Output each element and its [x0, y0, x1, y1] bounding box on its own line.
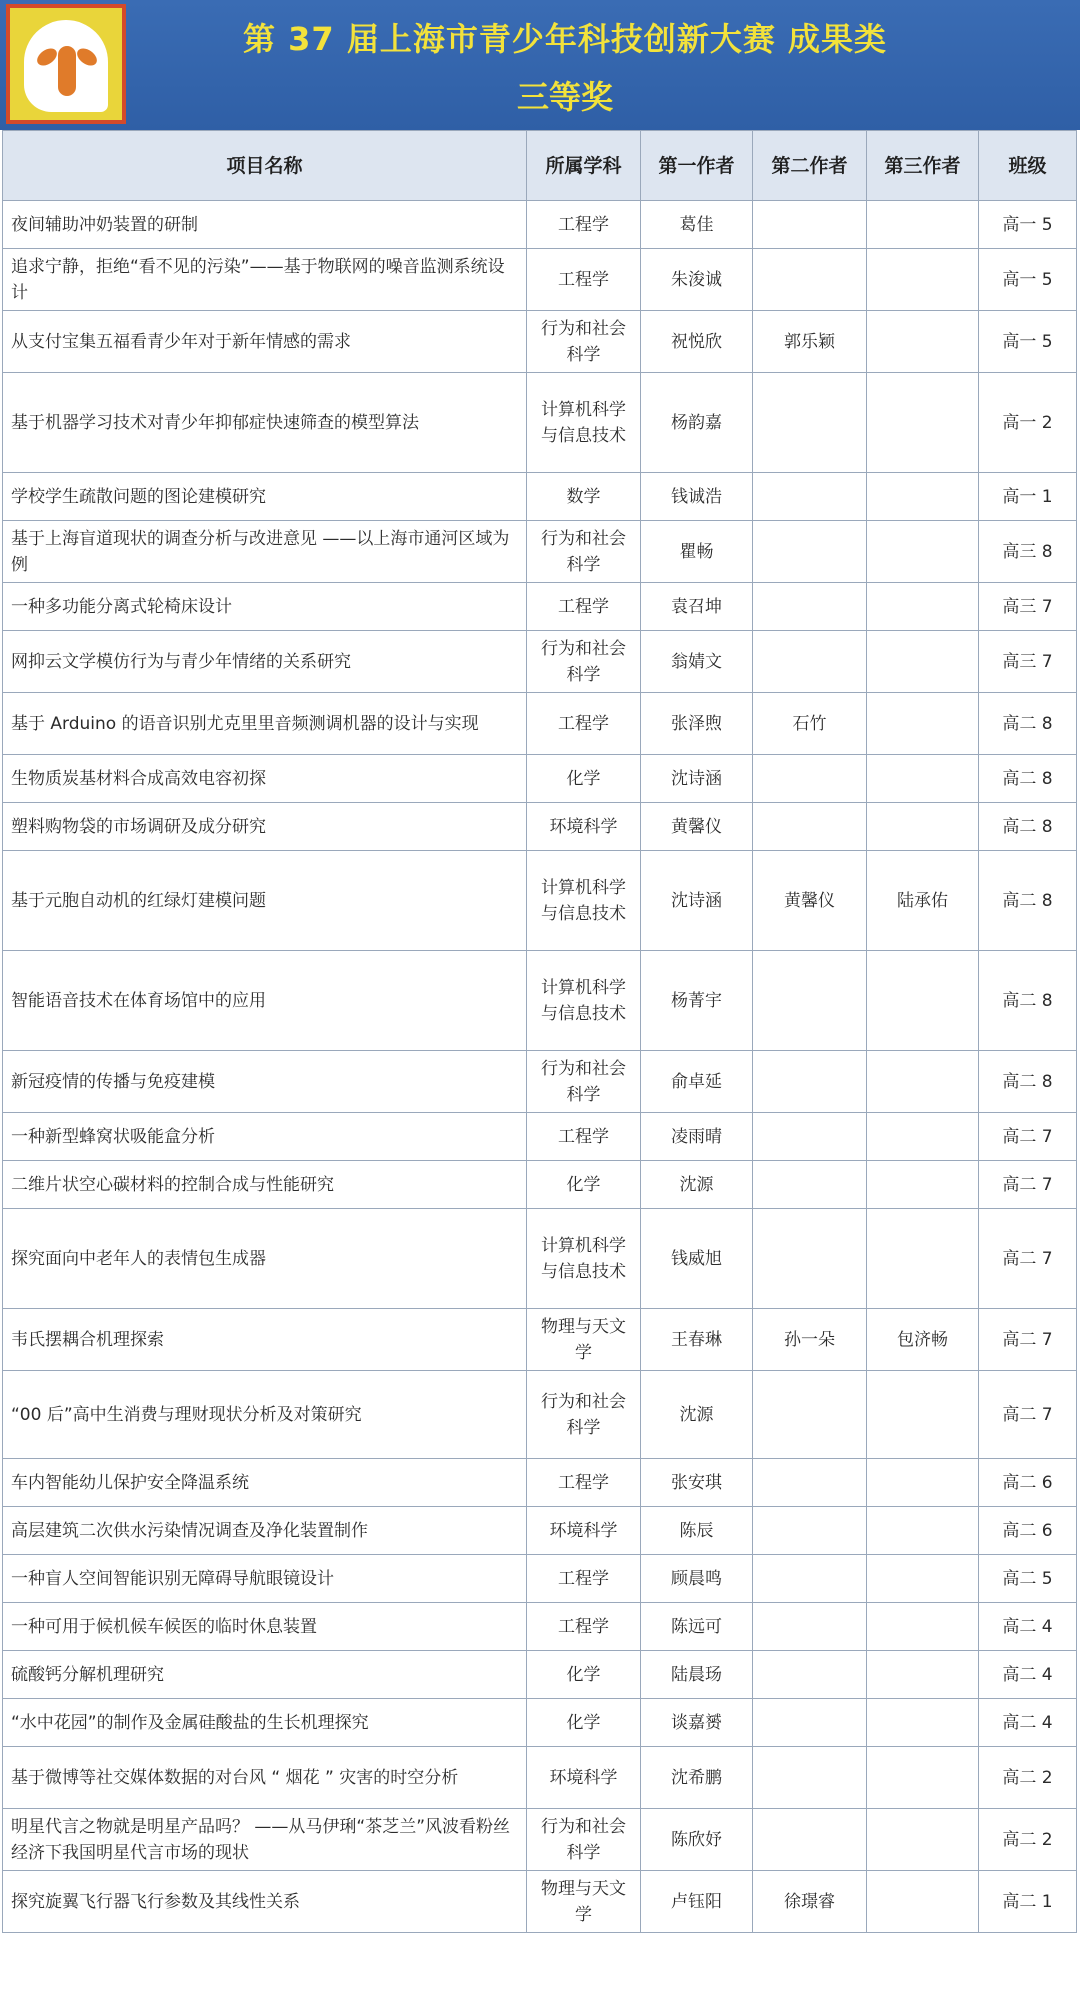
third-author-cell: [867, 1651, 979, 1699]
table-row: [3, 851, 1077, 951]
second-author-cell: [753, 583, 867, 631]
project-name-cell: 从支付宝集五福看青少年对于新年情感的需求: [3, 311, 527, 373]
table-row: [3, 755, 1077, 803]
project-name-cell: 基于 Arduino 的语音识别尤克里里音频测调机器的设计与实现: [3, 693, 527, 755]
second-author-cell: [753, 373, 867, 473]
second-author-cell: [753, 1459, 867, 1507]
class-cell: 高二 7: [979, 1371, 1077, 1459]
table-row: [3, 693, 1077, 755]
class-cell: 高二 5: [979, 1555, 1077, 1603]
project-name-cell: 基于机器学习技术对青少年抑郁症快速筛查的模型算法: [3, 373, 527, 473]
class-cell: 高二 2: [979, 1809, 1077, 1871]
first-author-cell: 瞿畅: [641, 521, 753, 583]
second-author-cell: [753, 755, 867, 803]
subject-cell: 工程学: [527, 249, 641, 311]
project-name-cell: 一种可用于候机候车候医的临时休息装置: [3, 1603, 527, 1651]
logo-leaf-left: [34, 45, 60, 69]
subject-cell: 计算机科学与信息技术: [527, 951, 641, 1051]
table-row: [3, 1459, 1077, 1507]
second-author-cell: [753, 1161, 867, 1209]
class-cell: 高二 8: [979, 755, 1077, 803]
first-author-cell: 钱威旭: [641, 1209, 753, 1309]
project-name-cell: 二维片状空心碳材料的控制合成与性能研究: [3, 1161, 527, 1209]
table-row: [3, 521, 1077, 583]
first-author-cell: 沈源: [641, 1371, 753, 1459]
second-author-cell: [753, 1113, 867, 1161]
project-name-cell: 智能语音技术在体育场馆中的应用: [3, 951, 527, 1051]
third-author-cell: [867, 631, 979, 693]
second-author-cell: [753, 473, 867, 521]
project-name-cell: 塑料购物袋的市场调研及成分研究: [3, 803, 527, 851]
third-author-cell: [867, 1699, 979, 1747]
third-author-cell: [867, 1747, 979, 1809]
page-title: 第 37 届上海市青少年科技创新大赛 成果类: [243, 20, 887, 58]
third-author-cell: [867, 693, 979, 755]
class-cell: 高三 7: [979, 631, 1077, 693]
second-author-cell: 黄馨仪: [753, 851, 867, 951]
third-author-cell: [867, 521, 979, 583]
class-cell: 高二 6: [979, 1507, 1077, 1555]
table-row: [3, 1161, 1077, 1209]
table-row: [3, 1113, 1077, 1161]
subject-cell: 环境科学: [527, 1747, 641, 1809]
project-name-cell: “00 后”高中生消费与理财现状分析及对策研究: [3, 1371, 527, 1459]
project-name-cell: 一种盲人空间智能识别无障碍导航眼镜设计: [3, 1555, 527, 1603]
class-cell: 高二 7: [979, 1161, 1077, 1209]
second-author-cell: 郭乐颖: [753, 311, 867, 373]
table-row: [3, 1309, 1077, 1371]
class-cell: 高三 8: [979, 521, 1077, 583]
third-author-cell: 陆承佑: [867, 851, 979, 951]
class-cell: 高二 8: [979, 951, 1077, 1051]
table-row: [3, 1699, 1077, 1747]
project-name-cell: “水中花园”的制作及金属硅酸盐的生长机理探究: [3, 1699, 527, 1747]
first-author-cell: 沈希鹏: [641, 1747, 753, 1809]
first-author-cell: 俞卓延: [641, 1051, 753, 1113]
third-author-cell: [867, 1603, 979, 1651]
third-author-cell: [867, 1051, 979, 1113]
subject-cell: 物理与天文学: [527, 1309, 641, 1371]
subject-cell: 化学: [527, 1161, 641, 1209]
third-author-cell: [867, 1555, 979, 1603]
project-name-cell: 生物质炭基材料合成高效电容初探: [3, 755, 527, 803]
first-author-cell: 沈诗涵: [641, 851, 753, 951]
table-body: [3, 201, 1077, 1933]
table-row: [3, 373, 1077, 473]
second-author-cell: [753, 803, 867, 851]
subject-cell: 环境科学: [527, 1507, 641, 1555]
first-author-cell: 陈欣妤: [641, 1809, 753, 1871]
table-row: [3, 1809, 1077, 1871]
class-cell: 高二 8: [979, 1051, 1077, 1113]
subject-cell: 工程学: [527, 583, 641, 631]
first-author-cell: 谈嘉赟: [641, 1699, 753, 1747]
project-name-cell: 夜间辅助冲奶装置的研制: [3, 201, 527, 249]
third-author-cell: [867, 583, 979, 631]
table-row: [3, 1651, 1077, 1699]
project-name-cell: 探究面向中老年人的表情包生成器: [3, 1209, 527, 1309]
first-author-cell: 陈辰: [641, 1507, 753, 1555]
second-author-cell: [753, 1699, 867, 1747]
table-row: [3, 201, 1077, 249]
table-row: [3, 1371, 1077, 1459]
first-author-cell: 陈远可: [641, 1603, 753, 1651]
subject-cell: 计算机科学与信息技术: [527, 1209, 641, 1309]
third-author-cell: [867, 311, 979, 373]
second-author-cell: [753, 249, 867, 311]
first-author-cell: 沈诗涵: [641, 755, 753, 803]
table-row: [3, 583, 1077, 631]
column-header-class: 班级: [979, 131, 1077, 201]
subject-cell: 化学: [527, 1651, 641, 1699]
third-author-cell: [867, 1809, 979, 1871]
table-row: [3, 803, 1077, 851]
second-author-cell: [753, 1209, 867, 1309]
project-name-cell: 硫酸钙分解机理研究: [3, 1651, 527, 1699]
table-row: [3, 951, 1077, 1051]
subject-cell: 工程学: [527, 201, 641, 249]
third-author-cell: [867, 951, 979, 1051]
first-author-cell: 钱诚浩: [641, 473, 753, 521]
class-cell: 高一 5: [979, 201, 1077, 249]
table-row: [3, 1871, 1077, 1933]
second-author-cell: [753, 1651, 867, 1699]
subject-cell: 化学: [527, 1699, 641, 1747]
second-author-cell: [753, 521, 867, 583]
subject-cell: 工程学: [527, 1459, 641, 1507]
column-header-second-author: 第二作者: [753, 131, 867, 201]
subject-cell: 化学: [527, 755, 641, 803]
award-level: 三等奖: [516, 78, 613, 116]
first-author-cell: 沈源: [641, 1161, 753, 1209]
subject-cell: 物理与天文学: [527, 1871, 641, 1933]
second-author-cell: [753, 1747, 867, 1809]
project-name-cell: 基于元胞自动机的红绿灯建模问题: [3, 851, 527, 951]
second-author-cell: [753, 201, 867, 249]
table-header-row: [3, 131, 1077, 201]
class-cell: 高二 4: [979, 1699, 1077, 1747]
column-header-subject: 所属学科: [527, 131, 641, 201]
table-row: [3, 1747, 1077, 1809]
second-author-cell: 徐璟睿: [753, 1871, 867, 1933]
project-name-cell: 高层建筑二次供水污染情况调查及净化装置制作: [3, 1507, 527, 1555]
first-author-cell: 顾晨鸣: [641, 1555, 753, 1603]
third-author-cell: [867, 1871, 979, 1933]
third-author-cell: [867, 1507, 979, 1555]
class-cell: 高一 5: [979, 311, 1077, 373]
third-author-cell: [867, 1459, 979, 1507]
project-name-cell: 学校学生疏散问题的图论建模研究: [3, 473, 527, 521]
first-author-cell: 凌雨晴: [641, 1113, 753, 1161]
first-author-cell: 朱浚诚: [641, 249, 753, 311]
subject-cell: 行为和社会科学: [527, 1051, 641, 1113]
third-author-cell: 包济畅: [867, 1309, 979, 1371]
second-author-cell: [753, 1051, 867, 1113]
second-author-cell: [753, 1371, 867, 1459]
subject-cell: 计算机科学与信息技术: [527, 373, 641, 473]
third-author-cell: [867, 201, 979, 249]
class-cell: 高二 8: [979, 693, 1077, 755]
third-author-cell: [867, 803, 979, 851]
project-name-cell: 新冠疫情的传播与免疫建模: [3, 1051, 527, 1113]
class-cell: 高一 2: [979, 373, 1077, 473]
third-author-cell: [867, 373, 979, 473]
table-row: [3, 1209, 1077, 1309]
second-author-cell: [753, 951, 867, 1051]
subject-cell: 行为和社会科学: [527, 1371, 641, 1459]
subject-cell: 工程学: [527, 1113, 641, 1161]
first-author-cell: 杨韵嘉: [641, 373, 753, 473]
class-cell: 高二 6: [979, 1459, 1077, 1507]
first-author-cell: 祝悦欣: [641, 311, 753, 373]
second-author-cell: [753, 1603, 867, 1651]
first-author-cell: 翁婧文: [641, 631, 753, 693]
project-name-cell: 基于上海盲道现状的调查分析与改进意见 ——以上海市通河区域为例: [3, 521, 527, 583]
subject-cell: 工程学: [527, 1603, 641, 1651]
project-name-cell: 一种多功能分离式轮椅床设计: [3, 583, 527, 631]
project-name-cell: 韦氏摆耦合机理探索: [3, 1309, 527, 1371]
column-header-first-author: 第一作者: [641, 131, 753, 201]
class-cell: 高一 1: [979, 473, 1077, 521]
project-name-cell: 车内智能幼儿保护安全降温系统: [3, 1459, 527, 1507]
second-author-cell: [753, 631, 867, 693]
project-name-cell: 探究旋翼飞行器飞行参数及其线性关系: [3, 1871, 527, 1933]
first-author-cell: 张泽煦: [641, 693, 753, 755]
first-author-cell: 张安琪: [641, 1459, 753, 1507]
second-author-cell: [753, 1809, 867, 1871]
class-cell: 高二 7: [979, 1209, 1077, 1309]
first-author-cell: 卢钰阳: [641, 1871, 753, 1933]
logo-leaf-right: [74, 45, 100, 69]
second-author-cell: 石竹: [753, 693, 867, 755]
project-name-cell: 基于微博等社交媒体数据的对台风 “ 烟花 ” 灾害的时空分析: [3, 1747, 527, 1809]
header-banner: [0, 0, 1080, 130]
class-cell: 高二 7: [979, 1113, 1077, 1161]
class-cell: 高二 4: [979, 1651, 1077, 1699]
third-author-cell: [867, 1209, 979, 1309]
subject-cell: 行为和社会科学: [527, 521, 641, 583]
subject-cell: 环境科学: [527, 803, 641, 851]
class-cell: 高二 4: [979, 1603, 1077, 1651]
subject-cell: 数学: [527, 473, 641, 521]
table-row: [3, 1555, 1077, 1603]
column-header-project: 项目名称: [3, 131, 527, 201]
project-name-cell: 明星代言之物就是明星产品吗？ ——从马伊琍“茶芝兰”风波看粉丝经济下我国明星代言市场的现状: [3, 1809, 527, 1871]
class-cell: 高二 7: [979, 1309, 1077, 1371]
table-row: [3, 1603, 1077, 1651]
class-cell: 高二 8: [979, 851, 1077, 951]
subject-cell: 计算机科学与信息技术: [527, 851, 641, 951]
subject-cell: 行为和社会科学: [527, 311, 641, 373]
subject-cell: 工程学: [527, 1555, 641, 1603]
project-name-cell: 一种新型蜂窝状吸能盒分析: [3, 1113, 527, 1161]
class-cell: 高三 7: [979, 583, 1077, 631]
table-row: [3, 1507, 1077, 1555]
table-row: [3, 473, 1077, 521]
subject-cell: 工程学: [527, 693, 641, 755]
subject-cell: 行为和社会科学: [527, 1809, 641, 1871]
table-row: [3, 631, 1077, 693]
class-cell: 高一 5: [979, 249, 1077, 311]
logo-head-shape: [24, 20, 108, 112]
table-row: [3, 249, 1077, 311]
awards-table: [2, 130, 1077, 1933]
first-author-cell: 袁召坤: [641, 583, 753, 631]
third-author-cell: [867, 1161, 979, 1209]
third-author-cell: [867, 1113, 979, 1161]
first-author-cell: 杨菁宇: [641, 951, 753, 1051]
third-author-cell: [867, 1371, 979, 1459]
third-author-cell: [867, 755, 979, 803]
project-name-cell: 网抑云文学模仿行为与青少年情绪的关系研究: [3, 631, 527, 693]
column-header-third-author: 第三作者: [867, 131, 979, 201]
first-author-cell: 王春琳: [641, 1309, 753, 1371]
first-author-cell: 葛佳: [641, 201, 753, 249]
second-author-cell: [753, 1507, 867, 1555]
second-author-cell: [753, 1555, 867, 1603]
third-author-cell: [867, 249, 979, 311]
project-name-cell: 追求宁静，拒绝“看不见的污染”——基于物联网的噪音监测系统设计: [3, 249, 527, 311]
competition-logo: [6, 4, 126, 124]
third-author-cell: [867, 473, 979, 521]
table-row: [3, 1051, 1077, 1113]
class-cell: 高二 1: [979, 1871, 1077, 1933]
first-author-cell: 黄馨仪: [641, 803, 753, 851]
logo-sprout-stem: [58, 46, 76, 96]
subject-cell: 行为和社会科学: [527, 631, 641, 693]
class-cell: 高二 8: [979, 803, 1077, 851]
class-cell: 高二 2: [979, 1747, 1077, 1809]
second-author-cell: 孙一朵: [753, 1309, 867, 1371]
first-author-cell: 陆晨玚: [641, 1651, 753, 1699]
table-row: [3, 311, 1077, 373]
